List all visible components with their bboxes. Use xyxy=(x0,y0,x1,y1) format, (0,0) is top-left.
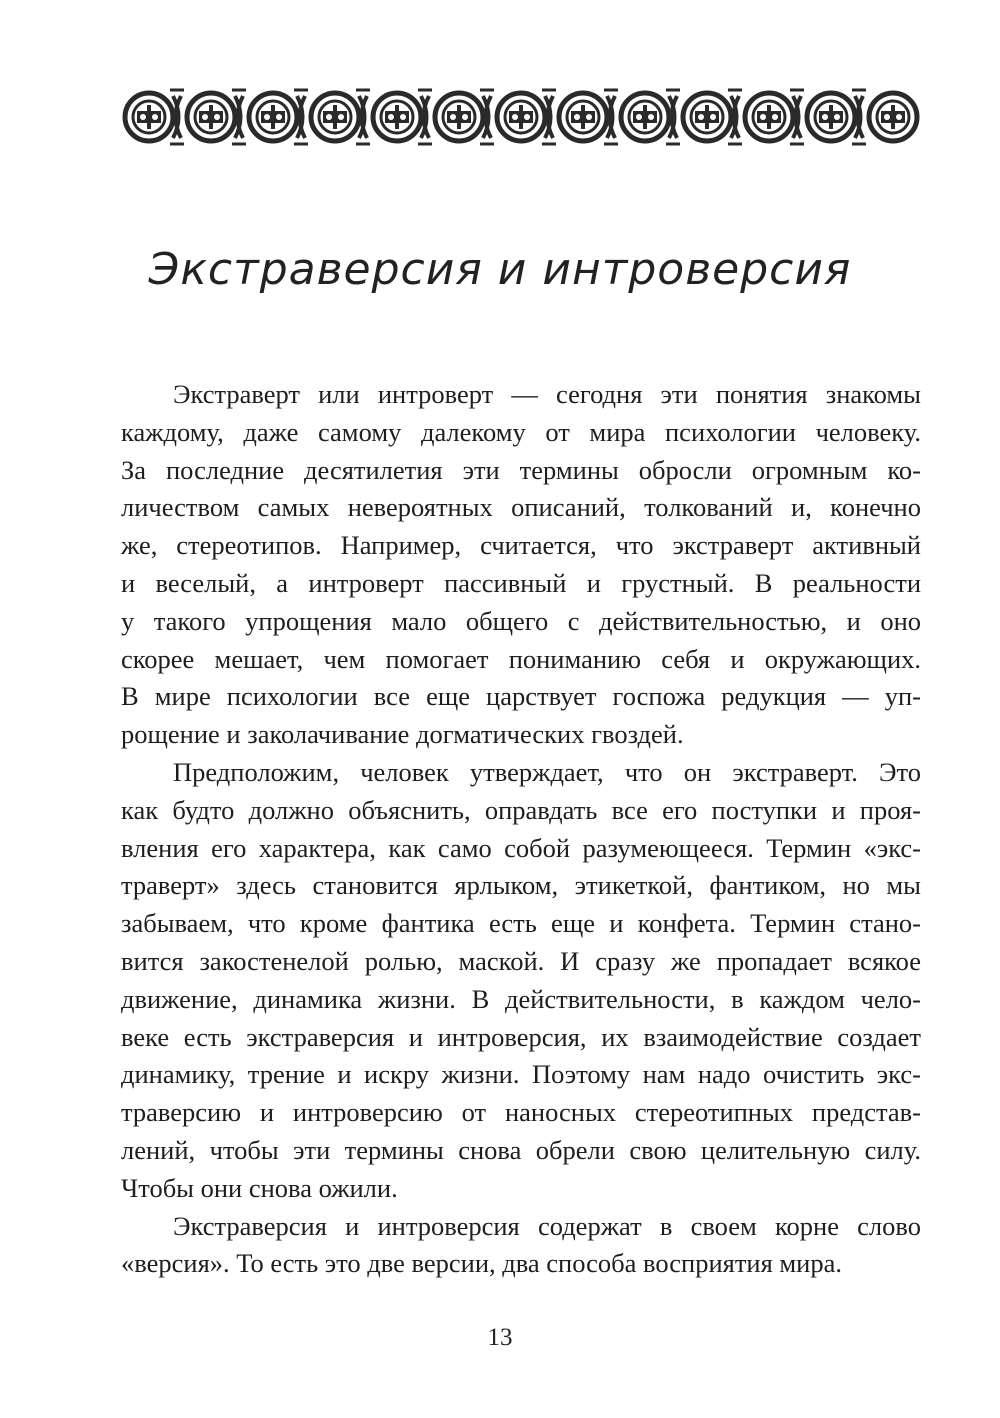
text-line: как будто должно объяснить, оправдать все его поступки и проя- xyxy=(121,794,921,825)
text-line: забываем, что кроме фантика есть еще и конфета. Термин стано- xyxy=(121,908,921,939)
text-line: Экстраверсия и интроверсия содержат в своем корне слово xyxy=(173,1210,921,1241)
text-line: вится закостенелой ролью, маской. И сразу же пропадает всякое xyxy=(121,945,921,976)
text-line: и веселый, а интроверт пассивный и грустный. В реальности xyxy=(121,567,921,598)
text-line: За последние десятилетия эти термины обросли огромным ко- xyxy=(121,454,921,485)
body-text xyxy=(121,376,921,1283)
page-number: 13 xyxy=(487,1324,513,1351)
text-line: траверсию и интроверсию от наносных стереотипных представ- xyxy=(121,1097,921,1128)
chapter-title: Экстраверсия и интроверсия xyxy=(148,244,852,295)
text-line: лений, чтобы эти термины снова обрели свою целительную силу. xyxy=(121,1134,921,1165)
text-line: же, стереотипов. Например, считается, что экстраверт активный xyxy=(121,530,921,561)
text-line: Предположим, человек утверждает, что он экстраверт. Это xyxy=(173,756,921,787)
text-line: Чтобы они снова ожили. xyxy=(121,1172,398,1203)
text-line: у такого упрощения мало общего с действительностью, и оно xyxy=(121,605,921,636)
paragraph xyxy=(121,376,921,754)
text-line: Экстраверт или интроверт — сегодня эти понятия знакомы xyxy=(173,379,921,409)
text-line: траверт» здесь становится ярлыком, этикеткой, фантиком, но мы xyxy=(121,870,921,901)
text-line: движение, динамика жизни. В действительности, в каждом чело- xyxy=(121,983,921,1014)
text-line: «версия». То есть это две версии, два способа восприятия мира. xyxy=(121,1248,842,1279)
text-line: скорее мешает, чем помогает пониманию себя и окружающих. xyxy=(121,643,921,674)
text-line: В мире психологии все еще царствует госпожа редукция — уп- xyxy=(121,681,921,712)
text-line: личеством самых невероятных описаний, толкований и, конечно xyxy=(121,492,921,523)
text-line: каждому, даже самому далекому от мира психологии человеку. xyxy=(121,416,921,447)
text-line: веке есть экстраверсия и интроверсия, их взаимодействие создает xyxy=(121,1021,921,1052)
text-line: динамику, трение и искру жизни. Поэтому нам надо очистить экс- xyxy=(121,1059,921,1090)
text-line: вления его характера, как само собой разумеющееся. Термин «экс- xyxy=(121,832,921,863)
text-line: рощение и заколачивание догматических гвоздей. xyxy=(121,719,684,750)
paragraph xyxy=(121,1208,921,1284)
celtic-knot-ornament-icon xyxy=(118,86,924,148)
paragraph xyxy=(121,754,921,1208)
